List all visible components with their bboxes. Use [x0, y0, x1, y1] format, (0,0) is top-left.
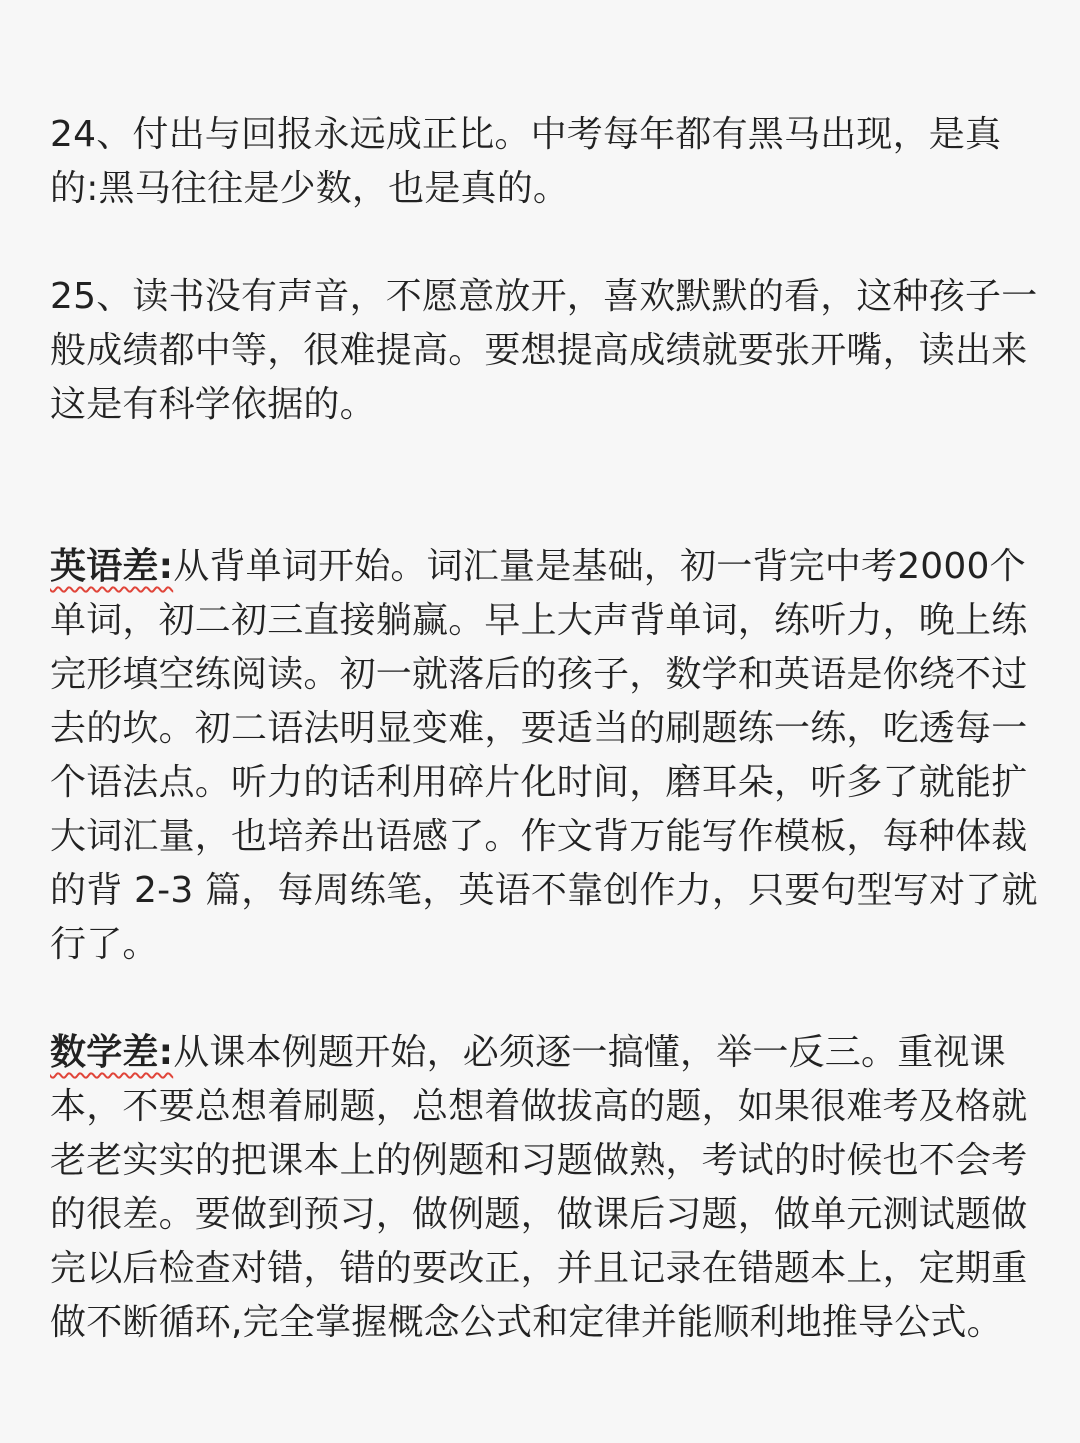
english-body: 从背单词开始。词汇量是基础，初一背完中考2000个单词，初二初三直接躺赢。早上大声背单词，练听力，晚上练完形填空练阅读。初一就落后的孩子，数学和英语是你绕不过去的坎。初二语法明显变难，要适当的刷题练一练，吃透每一个语法点。听力的话利用碎片化时间，磨耳朵，听多了就能扩大词汇量，也培养出语感了。作文背万能写作模板，每种体裁的背 2-3 篇，每周练笔，英语不靠创作力，只要句型写对了就行了。 — [50, 546, 1038, 965]
math-heading: 数学差: — [50, 1032, 174, 1073]
paragraph-gap — [50, 216, 1040, 270]
section-gap — [50, 432, 1040, 540]
paragraph-24: 24、付出与回报永远成正比。中考每年都有黑马出现，是真的:黑马往往是少数，也是真的。 — [50, 114, 1002, 209]
english-heading: 英语差: — [50, 546, 174, 587]
paragraph-gap — [50, 972, 1040, 1026]
math-body: 从课本例题开始，必须逐一搞懂，举一反三。重视课本，不要总想着刷题，总想着做拔高的题，如果很难考及格就老老实实的把课本上的例题和习题做熟，考试的时候也不会考的很差。要做到预习，做例题，做课后习题，做单元测试题做完以后检查对错，错的要改正，并且记录在错题本上，定期重做不断循环,完全掌握概念公式和定律并能顺利地推导公式。 — [50, 1032, 1028, 1343]
paragraph-25: 25、读书没有声音，不愿意放开，喜欢默默的看，这种孩子一般成绩都中等，很难提高。要想提高成绩就要张开嘴，读出来这是有科学依据的。 — [50, 276, 1038, 425]
english-section — [50, 540, 1040, 972]
math-section — [50, 1026, 1040, 1350]
article-body — [50, 108, 1040, 1428]
watermark-mark — [1016, 1415, 1062, 1435]
